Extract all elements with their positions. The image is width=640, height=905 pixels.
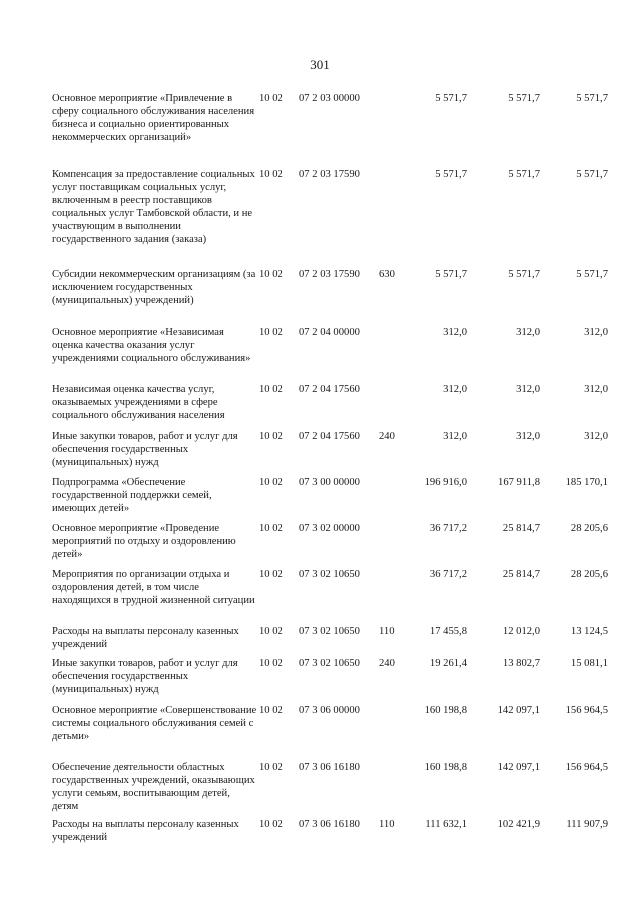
target-article-code: 07 3 06 00000 (299, 705, 360, 716)
section-code: 10 02 (259, 523, 283, 534)
row-name: Иные закупки товаров, работ и услуг для обеспечения государственных (муниципальных) нужд (52, 658, 238, 695)
target-article-code: 07 3 02 00000 (299, 523, 360, 534)
section-code: 10 02 (259, 169, 283, 180)
amount-year-2: 167 911,8 (498, 477, 540, 488)
amount-year-2: 312,0 (516, 327, 540, 338)
amount-year-3: 185 170,1 (565, 477, 608, 488)
amount-year-3: 156 964,5 (565, 762, 608, 773)
amount-year-1: 5 571,7 (435, 269, 467, 280)
row-name: Основное мероприятие «Независимая оценка качества оказания услуг учреждениями социального обслуживания» (52, 327, 251, 364)
row-name: Расходы на выплаты персоналу казенных учреждений (52, 626, 239, 650)
amount-year-1: 5 571,7 (435, 169, 467, 180)
row-name: Субсидии некоммерческим организациям (за исключением государственных (муниципальных) учреждений) (52, 269, 256, 306)
section-code: 10 02 (259, 384, 283, 395)
target-article-code: 07 3 02 10650 (299, 658, 360, 669)
section-code: 10 02 (259, 658, 283, 669)
amount-year-2: 142 097,1 (497, 705, 540, 716)
section-code: 10 02 (259, 626, 283, 637)
target-article-code: 07 2 03 00000 (299, 93, 360, 104)
expense-type-code: 240 (379, 658, 395, 669)
amount-year-1: 19 261,4 (429, 658, 467, 669)
target-article-code: 07 3 02 10650 (299, 569, 360, 580)
row-name: Компенсация за предоставление социальных услуг поставщикам социальных услуг, включенным в реестр поставщиков социальных услуг Тамбовской области, и не участвующим в выполнении государственного задания (заказа) (52, 169, 255, 245)
amount-year-3: 111 907,9 (566, 819, 608, 830)
amount-year-3: 5 571,7 (576, 169, 608, 180)
amount-year-2: 25 814,7 (502, 569, 540, 580)
amount-year-2: 5 571,7 (508, 93, 540, 104)
target-article-code: 07 2 04 17560 (299, 384, 360, 395)
row-name: Основное мероприятие «Совершенствование системы социального обслуживания семей с детьми» (52, 705, 257, 742)
target-article-code: 07 2 03 17590 (299, 169, 360, 180)
row-name: Обеспечение деятельности областных государственных учреждений, оказывающих услуги семьям, воспитывающим детей, детям (52, 762, 255, 812)
amount-year-3: 5 571,7 (576, 269, 608, 280)
amount-year-3: 13 124,5 (570, 626, 608, 637)
section-code: 10 02 (259, 762, 283, 773)
amount-year-2: 13 802,7 (502, 658, 540, 669)
amount-year-2: 312,0 (516, 384, 540, 395)
row-name: Подпрограмма «Обеспечение государственной поддержки семей, имеющих детей» (52, 477, 212, 514)
amount-year-3: 28 205,6 (570, 569, 608, 580)
amount-year-3: 312,0 (584, 327, 608, 338)
target-article-code: 07 2 04 17560 (299, 431, 360, 442)
section-code: 10 02 (259, 431, 283, 442)
amount-year-3: 15 081,1 (570, 658, 608, 669)
amount-year-2: 5 571,7 (508, 269, 540, 280)
amount-year-3: 28 205,6 (570, 523, 608, 534)
expense-type-code: 110 (379, 626, 395, 637)
amount-year-2: 25 814,7 (502, 523, 540, 534)
amount-year-1: 36 717,2 (429, 523, 467, 534)
section-code: 10 02 (259, 569, 283, 580)
target-article-code: 07 3 00 00000 (299, 477, 360, 488)
row-name: Основное мероприятие «Проведение мероприятий по отдыху и оздоровлению детей» (52, 523, 236, 560)
section-code: 10 02 (259, 327, 283, 338)
row-name: Расходы на выплаты персоналу казенных учреждений (52, 819, 239, 843)
amount-year-1: 160 198,8 (424, 762, 467, 773)
amount-year-2: 5 571,7 (508, 169, 540, 180)
expense-type-code: 630 (379, 269, 395, 280)
amount-year-2: 12 012,0 (502, 626, 540, 637)
amount-year-3: 156 964,5 (565, 705, 608, 716)
amount-year-1: 312,0 (443, 384, 467, 395)
amount-year-3: 312,0 (584, 384, 608, 395)
section-code: 10 02 (259, 477, 283, 488)
amount-year-1: 312,0 (443, 327, 467, 338)
section-code: 10 02 (259, 705, 283, 716)
target-article-code: 07 3 02 10650 (299, 626, 360, 637)
expense-type-code: 110 (379, 819, 395, 830)
row-name: Иные закупки товаров, работ и услуг для обеспечения государственных (муниципальных) нужд (52, 431, 238, 468)
section-code: 10 02 (259, 93, 283, 104)
target-article-code: 07 3 06 16180 (299, 762, 360, 773)
amount-year-1: 17 455,8 (429, 626, 467, 637)
row-name: Основное мероприятие «Привлечение в сферу социального обслуживания населения бизнеса и социально ориентированных некоммерческих организаций» (52, 93, 255, 143)
section-code: 10 02 (259, 819, 283, 830)
amount-year-1: 312,0 (443, 431, 467, 442)
page-number: 301 (310, 57, 330, 72)
row-name: Мероприятия по организации отдыха и оздоровления детей, в том числе находящихся в трудной жизненной ситуации (52, 569, 255, 606)
amount-year-1: 111 632,1 (425, 819, 467, 830)
row-name: Независимая оценка качества услуг, оказываемых учреждениями в сфере социального обслуживания населения (52, 384, 225, 421)
target-article-code: 07 2 04 00000 (299, 327, 360, 338)
amount-year-2: 142 097,1 (497, 762, 540, 773)
amount-year-1: 196 916,0 (424, 477, 467, 488)
target-article-code: 07 3 06 16180 (299, 819, 360, 830)
expense-type-code: 240 (379, 431, 395, 442)
amount-year-2: 102 421,9 (497, 819, 540, 830)
target-article-code: 07 2 03 17590 (299, 269, 360, 280)
amount-year-3: 5 571,7 (576, 93, 608, 104)
amount-year-3: 312,0 (584, 431, 608, 442)
amount-year-1: 36 717,2 (429, 569, 467, 580)
amount-year-2: 312,0 (516, 431, 540, 442)
amount-year-1: 5 571,7 (435, 93, 467, 104)
section-code: 10 02 (259, 269, 283, 280)
amount-year-1: 160 198,8 (424, 705, 467, 716)
